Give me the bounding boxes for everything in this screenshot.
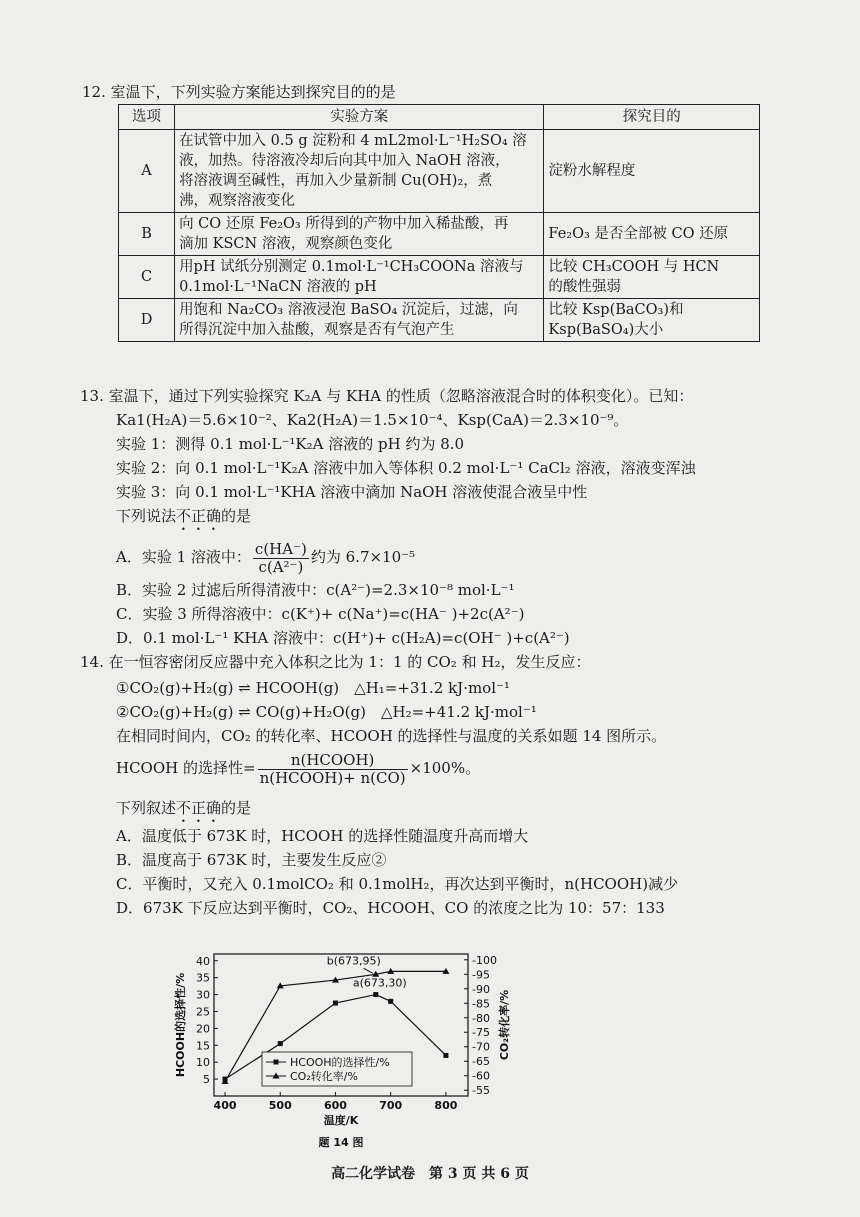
y-right-tick-label: -90: [472, 982, 490, 996]
y-left-axis-label: HCOOH的选择性/%: [174, 972, 187, 1078]
chart-caption: 题 14 图: [318, 1136, 364, 1149]
q13-option-a-post: 约为 6.7×10⁻⁵: [310, 548, 416, 566]
annotation-b-arrow: [364, 968, 373, 973]
q13-ask-pre: 下列说法: [116, 507, 177, 525]
q13-constants: Ka1(H₂A)＝5.6×10⁻²、Ka2(H₂A)＝1.5×10⁻⁴、Ksp(CaA)＝2.3×10⁻⁹。: [116, 411, 629, 429]
q13-exp2: 实验 2：向 0.1 mol·L⁻¹K₂A 溶液中加入等体积 0.2 mol·L⁻¹ CaCl₂ 溶液，溶液变浑浊: [116, 459, 696, 477]
legend-marker-selectivity: [274, 1060, 279, 1065]
row-c-goal-line: 比较 CH₃COOH 与 HCN: [548, 259, 720, 275]
q14-sel-post: ×100%。: [409, 759, 481, 777]
y-left-tick-label: 40: [196, 954, 210, 968]
series-point-selectivity: [388, 999, 393, 1004]
q13-exp1: 实验 1：测得 0.1 mol·L⁻¹K₂A 溶液的 pH 约为 8.0: [116, 435, 465, 453]
legend-label-selectivity: HCOOH的选择性/%: [290, 1056, 390, 1069]
row-b-option: B: [119, 213, 175, 256]
row-c-plan: [175, 256, 544, 299]
q13-option-a[interactable]: [116, 540, 415, 576]
q12-number: 12.: [82, 83, 106, 101]
row-b-plan-line: 滴加 KSCN 溶液，观察颜色变化: [179, 236, 393, 252]
legend-label-conversion: CO₂转化率/%: [290, 1070, 358, 1083]
table-row-b: [119, 213, 760, 256]
q14-reaction-2: ②CO₂(g)+H₂(g) ⇌ CO(g)+H₂O(g) △H₂=+41.2 kJ·mol⁻¹: [116, 703, 537, 721]
y-left-tick-label: 25: [196, 1005, 210, 1019]
annotation-b: b(673,95): [326, 954, 381, 968]
q14-number: 14.: [80, 653, 104, 671]
y-right-tick-label: -70: [472, 1040, 490, 1054]
y-left-tick-label: 30: [196, 988, 210, 1002]
row-d-plan: [175, 299, 544, 342]
table-row-d: [119, 299, 760, 342]
series-point-selectivity: [278, 1041, 283, 1046]
q14-ask-post: 的是: [221, 799, 252, 817]
q14-ask-emph: 不正确: [176, 799, 222, 817]
q14-option-c[interactable]: C．平衡时，又充入 0.1molCO₂ 和 0.1molH₂，再次达到平衡时，n(HCOOH)减少: [116, 875, 679, 893]
row-b-goal: Fe₂O₃ 是否全部被 CO 还原: [544, 213, 760, 256]
q14-option-b[interactable]: B．温度高于 673K 时，主要发生反应②: [116, 851, 387, 869]
row-c-plan-line: 0.1mol·L⁻¹NaCN 溶液的 pH: [179, 279, 377, 295]
q14-selectivity-def: [116, 750, 480, 787]
q13-stem-text: 室温下，通过下列实验探究 K₂A 与 KHA 的性质（忽略溶液混合时的体积变化）。已知：: [108, 387, 694, 405]
q14-chart: [140, 940, 540, 1165]
q14-sel-fraction: [258, 752, 408, 787]
row-a-plan-line: 液，加热。待溶液冷却后向其中加入 NaOH 溶液，: [179, 153, 510, 169]
y-right-tick-label: -95: [472, 968, 490, 982]
q14-stem-text: 在一恒容密闭反应器中充入体积之比为 1：1 的 CO₂ 和 H₂，发生反应：: [108, 653, 591, 671]
y-right-tick-label: -55: [472, 1084, 490, 1098]
header-goal: 探究目的: [544, 105, 760, 130]
x-tick-label: 800: [434, 1099, 458, 1112]
q12-table: [118, 104, 760, 342]
header-option: 选项: [119, 105, 175, 130]
y-left-tick-label: 10: [196, 1056, 210, 1070]
row-c-plan-line: 用pH 试纸分别测定 0.1mol·L⁻¹CH₃COONa 溶液与: [179, 259, 524, 275]
row-d-goal-line: Ksp(BaSO₄)大小: [548, 322, 664, 338]
row-d-goal: [544, 299, 760, 342]
row-d-goal-line: 比较 Ksp(BaCO₃)和: [548, 302, 684, 318]
y-left-tick-label: 20: [196, 1022, 210, 1036]
y-left-tick-label: 15: [196, 1039, 210, 1053]
row-b-plan: [175, 213, 544, 256]
q14-sel-pre: HCOOH 的选择性=: [116, 759, 256, 777]
q13-option-a-pre: A．实验 1 溶液中：: [116, 548, 251, 566]
q13-option-a-fraction: [253, 541, 309, 576]
q13-stem: [80, 386, 693, 406]
y-right-axis-label: CO₂转化率/%: [498, 989, 511, 1061]
q13-option-b[interactable]: B．实验 2 过滤后所得清液中：c(A²⁻)=2.3×10⁻⁸ mol·L⁻¹: [116, 581, 515, 599]
row-c-goal-line: 的酸性强弱: [548, 279, 621, 295]
q13-option-d[interactable]: D．0.1 mol·L⁻¹ KHA 溶液中：c(H⁺)+ c(H₂A)=c(OH⁻ )+c(A²⁻): [116, 629, 570, 647]
fraction-numerator: c(HA⁻): [254, 539, 307, 558]
y-right-tick-label: -75: [472, 1026, 490, 1040]
series-point-selectivity: [373, 992, 378, 997]
series-point-selectivity: [333, 1001, 338, 1006]
row-a-plan-line: 沸，观察溶液变化: [179, 193, 296, 209]
x-tick-label: 600: [323, 1099, 347, 1112]
q12-stem: [82, 82, 396, 102]
q14-line3: 在相同时间内，CO₂ 的转化率、HCOOH 的选择性与温度的关系如题 14 图所示。: [116, 727, 667, 745]
row-d-plan-line: 用饱和 Na₂CO₃ 溶液浸泡 BaSO₄ 沉淀后，过滤，向: [179, 302, 518, 318]
fraction-numerator: n(HCOOH): [258, 752, 408, 770]
q14-option-a[interactable]: A．温度低于 673K 时，HCOOH 的选择性随温度升高而增大: [116, 827, 529, 845]
q13-ask-emph: 不正确: [176, 507, 222, 525]
y-right-tick-label: -65: [472, 1055, 490, 1069]
q14-option-d[interactable]: D．673K 下反应达到平衡时，CO₂、HCOOH、CO 的浓度之比为 10：57：133: [116, 899, 665, 917]
page-footer: 高二化学试卷 第 3 页 共 6 页: [331, 1166, 529, 1182]
row-a-plan: [175, 130, 544, 213]
y-left-tick-label: 5: [203, 1073, 210, 1087]
y-left-tick-label: 35: [196, 971, 210, 985]
x-tick-label: 700: [379, 1099, 403, 1112]
row-c-option: C: [119, 256, 175, 299]
y-right-tick-label: -100: [472, 953, 497, 967]
row-d-plan-line: 所得沉淀中加入盐酸，观察是否有气泡产生: [179, 322, 455, 338]
header-plan: 实验方案: [175, 105, 544, 130]
q13-number: 13.: [80, 387, 104, 405]
row-a-plan-line: 将溶液调至碱性，再加入少量新制 Cu(OH)₂，煮: [179, 173, 493, 189]
y-right-tick-label: -80: [472, 1011, 490, 1025]
q14-stem: [80, 652, 590, 672]
x-axis-label: 温度/K: [323, 1114, 359, 1127]
q14-ask-pre: 下列叙述: [116, 799, 177, 817]
row-b-plan-line: 向 CO 还原 Fe₂O₃ 所得到的产物中加入稀盐酸，再: [179, 216, 509, 232]
row-d-option: D: [119, 299, 175, 342]
annotation-a: a(673,30): [352, 976, 407, 990]
q13-exp3: 实验 3：向 0.1 mol·L⁻¹KHA 溶液中滴加 NaOH 溶液使混合液呈中性: [116, 483, 588, 501]
q14-reaction-1: ①CO₂(g)+H₂(g) ⇌ HCOOH(g) △H₁=+31.2 kJ·mol⁻¹: [116, 679, 510, 697]
row-a-option: A: [119, 130, 175, 213]
q13-ask: [116, 506, 251, 534]
q13-ask-post: 的是: [221, 507, 252, 525]
table-header-row: [119, 105, 760, 130]
x-tick-label: 400: [213, 1099, 237, 1112]
table-row-a: [119, 130, 760, 213]
y-right-tick-label: -85: [472, 997, 490, 1011]
series-point-selectivity: [443, 1053, 448, 1058]
x-tick-label: 500: [268, 1099, 292, 1112]
fraction-denominator: c(A²⁻): [258, 557, 304, 576]
fraction-denominator: n(HCOOH)+ n(CO): [259, 768, 406, 787]
table-row-c: [119, 256, 760, 299]
row-a-plan-line: 在试管中加入 0.5 g 淀粉和 4 mL2mol·L⁻¹H₂SO₄ 溶: [179, 133, 527, 149]
y-right-tick-label: -60: [472, 1069, 490, 1083]
row-a-goal: 淀粉水解程度: [544, 130, 760, 213]
q13-option-c[interactable]: C．实验 3 所得溶液中：c(K⁺)+ c(Na⁺)=c(HA⁻ )+2c(A²⁻): [116, 605, 525, 623]
q14-ask: [116, 798, 251, 826]
row-c-goal: [544, 256, 760, 299]
q12-stem-text: 室温下，下列实验方案能达到探究目的的是: [110, 83, 396, 101]
